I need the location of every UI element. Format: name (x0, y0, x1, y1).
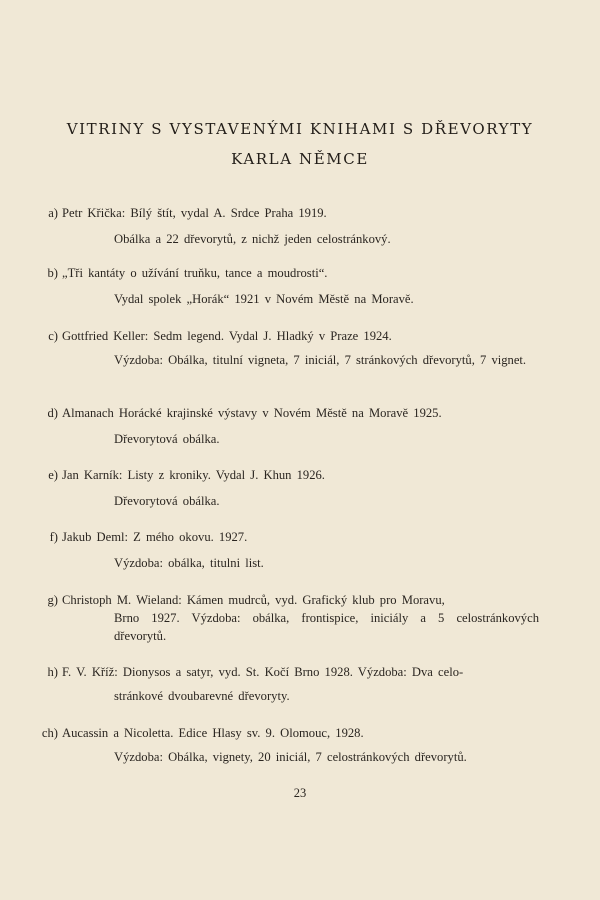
item-title: Jan Karník: Listy z kroniky. Vydal J. Khun 1926. (62, 468, 325, 482)
item-description: Výzdoba: obálka, titulni list. (114, 556, 264, 570)
item-label: b) (47, 266, 58, 280)
item-title: Almanach Horácké krajinské výstavy v Novém Městě na Moravě 1925. (62, 406, 442, 420)
item-label: f) (49, 530, 58, 544)
item-label: ch) (41, 726, 58, 740)
item-description: stránkové dvoubarevné dřevoryty. (114, 689, 290, 703)
item-description: Dřevorytová obálka. (114, 494, 220, 508)
item-description: Výzdoba: Obálka, titulní vigneta, 7 iniciál, 7 stránkových dřevorytů, 7 vignet. (114, 353, 527, 367)
item-title: Gottfried Keller: Sedm legend. Vydal J. Hladký v Praze 1924. (62, 329, 392, 343)
item-title: F. V. Kříž: Dionysos a satyr, vyd. St. Kočí Brno 1928. Výzdoba: Dva celo- (62, 665, 464, 679)
item-title: Petr Křička: Bílý štít, vydal A. Srdce Praha 1919. (62, 206, 327, 220)
page-title: VITRINY S VYSTAVENÝMI KNIHAMI S DŘEVORYTY (66, 120, 534, 138)
item-label: c) (48, 329, 58, 343)
item-title: „Tři kantáty o užívání truňku, tance a moudrosti“. (62, 266, 328, 280)
item-description: Vydal spolek „Horák“ 1921 v Novém Městě na Moravě. (114, 292, 414, 306)
item-description: Obálka a 22 dřevorytů, z nichž jeden celostránkový. (114, 232, 391, 246)
item-label: g) (47, 593, 58, 607)
item-title: Jakub Deml: Z mého okovu. 1927. (62, 530, 248, 544)
item-label: a) (48, 206, 58, 220)
item-label: h) (47, 665, 58, 679)
item-title: Christoph M. Wieland: Kámen mudrců, vyd. Grafický klub pro Moravu, (62, 593, 445, 607)
item-label: e) (48, 468, 58, 482)
item-title: Aucassin a Nicoletta. Edice Hlasy sv. 9. Olomouc, 1928. (62, 726, 364, 740)
item-description: Výzdoba: Obálka, vignety, 20 iniciál, 7 celostránkových dřevorytů. (114, 750, 467, 764)
item-label: d) (47, 406, 58, 420)
item-description: Dřevorytová obálka. (114, 432, 220, 446)
page-subtitle: KARLA NĚMCE (231, 150, 369, 168)
item-description: Brno 1927. Výzdoba: obálka, frontispice, iniciály a 5 celostránkových dřevorytů. (114, 611, 539, 643)
page-number: 23 (293, 786, 307, 800)
